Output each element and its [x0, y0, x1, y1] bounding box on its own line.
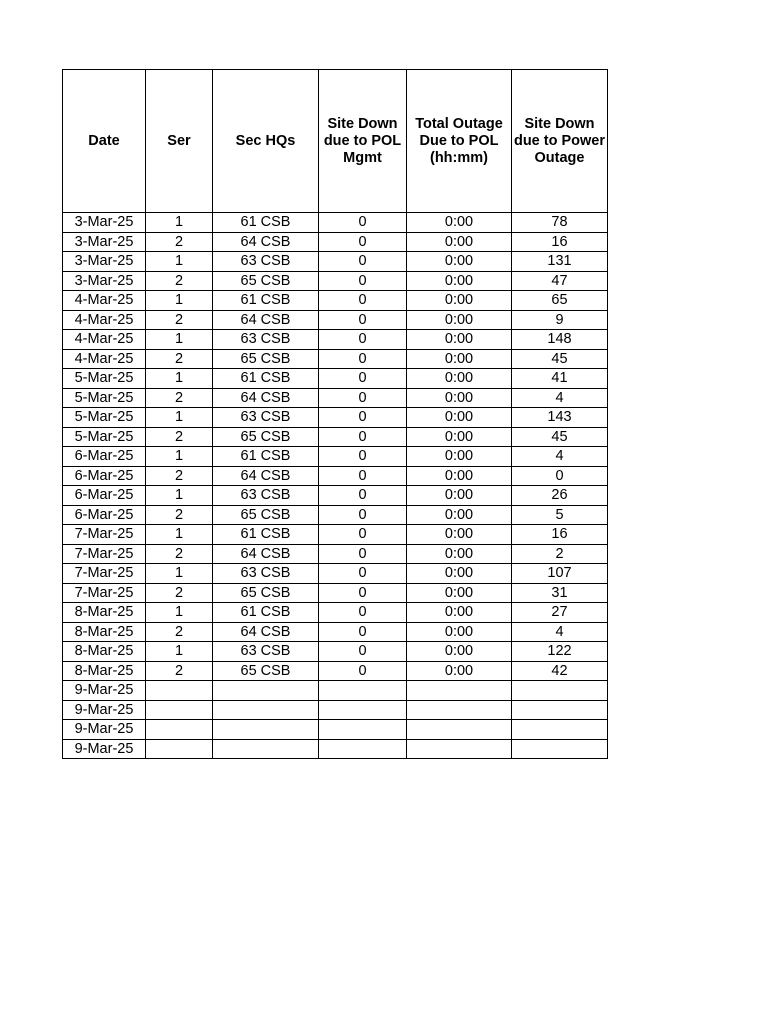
- total-outage-pol-cell: [407, 739, 512, 759]
- header-sec-hqs: Sec HQs: [213, 70, 319, 213]
- sec-hqs-cell: 64 CSB: [213, 232, 319, 252]
- site-down-power-cell: 45: [512, 349, 608, 369]
- site-down-power-cell: 4: [512, 388, 608, 408]
- site-down-pol-cell: 0: [319, 622, 407, 642]
- sec-hqs-cell: 64 CSB: [213, 466, 319, 486]
- ser-cell: 2: [146, 622, 213, 642]
- header-site-down-pol: Site Down due to POL Mgmt: [319, 70, 407, 213]
- total-outage-pol-cell: 0:00: [407, 661, 512, 681]
- date-cell: 6-Mar-25: [63, 447, 146, 467]
- table-body: [63, 213, 608, 759]
- total-outage-pol-cell: 0:00: [407, 271, 512, 291]
- site-down-power-cell: 45: [512, 427, 608, 447]
- site-down-pol-cell: 0: [319, 330, 407, 350]
- total-outage-pol-cell: 0:00: [407, 213, 512, 233]
- ser-cell: 2: [146, 583, 213, 603]
- site-down-pol-cell: 0: [319, 505, 407, 525]
- total-outage-pol-cell: 0:00: [407, 622, 512, 642]
- sec-hqs-cell: 61 CSB: [213, 369, 319, 389]
- date-cell: 8-Mar-25: [63, 603, 146, 623]
- site-down-power-cell: 26: [512, 486, 608, 506]
- total-outage-pol-cell: 0:00: [407, 427, 512, 447]
- date-cell: 9-Mar-25: [63, 681, 146, 701]
- ser-cell: 1: [146, 642, 213, 662]
- date-cell: 3-Mar-25: [63, 213, 146, 233]
- table-row: [63, 369, 608, 389]
- total-outage-pol-cell: [407, 720, 512, 740]
- ser-cell: 1: [146, 369, 213, 389]
- header-row: [63, 70, 608, 213]
- table-row: [63, 466, 608, 486]
- ser-cell: 1: [146, 486, 213, 506]
- site-down-pol-cell: 0: [319, 388, 407, 408]
- sec-hqs-cell: 65 CSB: [213, 583, 319, 603]
- table-row: [63, 544, 608, 564]
- ser-cell: 2: [146, 427, 213, 447]
- table-row: [63, 486, 608, 506]
- date-cell: 9-Mar-25: [63, 720, 146, 740]
- sec-hqs-cell: 61 CSB: [213, 447, 319, 467]
- date-cell: 5-Mar-25: [63, 388, 146, 408]
- total-outage-pol-cell: 0:00: [407, 232, 512, 252]
- date-cell: 4-Mar-25: [63, 330, 146, 350]
- site-down-pol-cell: 0: [319, 271, 407, 291]
- total-outage-pol-cell: 0:00: [407, 252, 512, 272]
- date-cell: 3-Mar-25: [63, 232, 146, 252]
- site-down-pol-cell: 0: [319, 369, 407, 389]
- table-row: [63, 505, 608, 525]
- date-cell: 5-Mar-25: [63, 427, 146, 447]
- site-down-pol-cell: 0: [319, 232, 407, 252]
- ser-cell: 1: [146, 330, 213, 350]
- site-down-pol-cell: 0: [319, 544, 407, 564]
- site-down-pol-cell: 0: [319, 427, 407, 447]
- sec-hqs-cell: 65 CSB: [213, 349, 319, 369]
- sec-hqs-cell: 61 CSB: [213, 213, 319, 233]
- header-total-outage-pol: Total Outage Due to POL (hh:mm): [407, 70, 512, 213]
- table-row: [63, 525, 608, 545]
- site-down-pol-cell: 0: [319, 291, 407, 311]
- table-row: [63, 642, 608, 662]
- site-down-pol-cell: 0: [319, 564, 407, 584]
- date-cell: 6-Mar-25: [63, 466, 146, 486]
- ser-cell: 1: [146, 408, 213, 428]
- total-outage-pol-cell: 0:00: [407, 369, 512, 389]
- site-down-power-cell: 107: [512, 564, 608, 584]
- table-row: [63, 427, 608, 447]
- total-outage-pol-cell: 0:00: [407, 544, 512, 564]
- site-down-power-cell: 27: [512, 603, 608, 623]
- ser-cell: 1: [146, 525, 213, 545]
- table-row: [63, 310, 608, 330]
- site-down-power-cell: 9: [512, 310, 608, 330]
- site-down-power-cell: [512, 681, 608, 701]
- date-cell: 5-Mar-25: [63, 369, 146, 389]
- site-down-power-cell: 0: [512, 466, 608, 486]
- site-down-pol-cell: 0: [319, 466, 407, 486]
- date-cell: 6-Mar-25: [63, 486, 146, 506]
- site-down-pol-cell: 0: [319, 583, 407, 603]
- total-outage-pol-cell: 0:00: [407, 447, 512, 467]
- date-cell: 5-Mar-25: [63, 408, 146, 428]
- site-down-pol-cell: 0: [319, 486, 407, 506]
- site-down-power-cell: [512, 700, 608, 720]
- sec-hqs-cell: 64 CSB: [213, 622, 319, 642]
- sec-hqs-cell: 61 CSB: [213, 603, 319, 623]
- site-down-power-cell: 65: [512, 291, 608, 311]
- date-cell: 4-Mar-25: [63, 349, 146, 369]
- sec-hqs-cell: 61 CSB: [213, 525, 319, 545]
- table-row: [63, 583, 608, 603]
- total-outage-pol-cell: 0:00: [407, 564, 512, 584]
- ser-cell: 1: [146, 447, 213, 467]
- site-down-pol-cell: [319, 700, 407, 720]
- site-down-pol-cell: 0: [319, 349, 407, 369]
- site-down-pol-cell: 0: [319, 310, 407, 330]
- ser-cell: [146, 720, 213, 740]
- total-outage-pol-cell: 0:00: [407, 330, 512, 350]
- date-cell: 9-Mar-25: [63, 700, 146, 720]
- total-outage-pol-cell: 0:00: [407, 388, 512, 408]
- site-down-pol-cell: 0: [319, 252, 407, 272]
- table-row: [63, 564, 608, 584]
- total-outage-pol-cell: 0:00: [407, 603, 512, 623]
- ser-cell: [146, 681, 213, 701]
- total-outage-pol-cell: 0:00: [407, 505, 512, 525]
- site-down-power-cell: 2: [512, 544, 608, 564]
- ser-cell: 2: [146, 271, 213, 291]
- site-down-power-cell: [512, 739, 608, 759]
- date-cell: 6-Mar-25: [63, 505, 146, 525]
- date-cell: 8-Mar-25: [63, 642, 146, 662]
- sec-hqs-cell: 63 CSB: [213, 564, 319, 584]
- sec-hqs-cell: 64 CSB: [213, 388, 319, 408]
- date-cell: 9-Mar-25: [63, 739, 146, 759]
- date-cell: 4-Mar-25: [63, 291, 146, 311]
- table-row: [63, 447, 608, 467]
- site-down-power-cell: 122: [512, 642, 608, 662]
- ser-cell: [146, 739, 213, 759]
- outage-table: [62, 69, 608, 759]
- sec-hqs-cell: 65 CSB: [213, 505, 319, 525]
- site-down-pol-cell: 0: [319, 213, 407, 233]
- header-ser: Ser: [146, 70, 213, 213]
- date-cell: 7-Mar-25: [63, 564, 146, 584]
- site-down-pol-cell: 0: [319, 525, 407, 545]
- sec-hqs-cell: [213, 739, 319, 759]
- table-row: [63, 681, 608, 701]
- ser-cell: 2: [146, 505, 213, 525]
- date-cell: 7-Mar-25: [63, 583, 146, 603]
- ser-cell: [146, 700, 213, 720]
- site-down-power-cell: 47: [512, 271, 608, 291]
- table-row: [63, 330, 608, 350]
- header-site-down-power: Site Down due to Power Outage: [512, 70, 608, 213]
- site-down-power-cell: [512, 720, 608, 740]
- total-outage-pol-cell: 0:00: [407, 408, 512, 428]
- site-down-power-cell: 4: [512, 447, 608, 467]
- table-row: [63, 408, 608, 428]
- site-down-pol-cell: 0: [319, 408, 407, 428]
- total-outage-pol-cell: 0:00: [407, 642, 512, 662]
- date-cell: 4-Mar-25: [63, 310, 146, 330]
- site-down-pol-cell: [319, 739, 407, 759]
- sec-hqs-cell: 61 CSB: [213, 291, 319, 311]
- site-down-power-cell: 143: [512, 408, 608, 428]
- table-row: [63, 349, 608, 369]
- sec-hqs-cell: [213, 681, 319, 701]
- ser-cell: 2: [146, 310, 213, 330]
- total-outage-pol-cell: 0:00: [407, 310, 512, 330]
- ser-cell: 2: [146, 232, 213, 252]
- table-row: [63, 720, 608, 740]
- date-cell: 3-Mar-25: [63, 252, 146, 272]
- date-cell: 8-Mar-25: [63, 622, 146, 642]
- ser-cell: 2: [146, 349, 213, 369]
- date-cell: 7-Mar-25: [63, 544, 146, 564]
- site-down-pol-cell: 0: [319, 661, 407, 681]
- site-down-power-cell: 4: [512, 622, 608, 642]
- table-header: [63, 70, 608, 213]
- table-row: [63, 739, 608, 759]
- sec-hqs-cell: 64 CSB: [213, 310, 319, 330]
- ser-cell: 1: [146, 603, 213, 623]
- site-down-power-cell: 41: [512, 369, 608, 389]
- table-row: [63, 661, 608, 681]
- date-cell: 8-Mar-25: [63, 661, 146, 681]
- table-row: [63, 252, 608, 272]
- sec-hqs-cell: 64 CSB: [213, 544, 319, 564]
- site-down-power-cell: 42: [512, 661, 608, 681]
- ser-cell: 2: [146, 661, 213, 681]
- table-row: [63, 388, 608, 408]
- total-outage-pol-cell: 0:00: [407, 486, 512, 506]
- ser-cell: 2: [146, 466, 213, 486]
- date-cell: 3-Mar-25: [63, 271, 146, 291]
- sec-hqs-cell: [213, 700, 319, 720]
- sec-hqs-cell: 63 CSB: [213, 408, 319, 428]
- site-down-power-cell: 148: [512, 330, 608, 350]
- ser-cell: 1: [146, 213, 213, 233]
- site-down-power-cell: 16: [512, 232, 608, 252]
- total-outage-pol-cell: [407, 700, 512, 720]
- site-down-power-cell: 5: [512, 505, 608, 525]
- total-outage-pol-cell: [407, 681, 512, 701]
- sec-hqs-cell: 63 CSB: [213, 486, 319, 506]
- total-outage-pol-cell: 0:00: [407, 349, 512, 369]
- site-down-pol-cell: 0: [319, 603, 407, 623]
- date-cell: 7-Mar-25: [63, 525, 146, 545]
- table-row: [63, 622, 608, 642]
- sec-hqs-cell: 63 CSB: [213, 252, 319, 272]
- site-down-pol-cell: 0: [319, 642, 407, 662]
- ser-cell: 1: [146, 564, 213, 584]
- sec-hqs-cell: 63 CSB: [213, 642, 319, 662]
- site-down-pol-cell: 0: [319, 447, 407, 467]
- table-row: [63, 603, 608, 623]
- table-row: [63, 700, 608, 720]
- total-outage-pol-cell: 0:00: [407, 466, 512, 486]
- header-date: Date: [63, 70, 146, 213]
- site-down-power-cell: 16: [512, 525, 608, 545]
- table-row: [63, 213, 608, 233]
- table-row: [63, 232, 608, 252]
- sec-hqs-cell: [213, 720, 319, 740]
- sec-hqs-cell: 65 CSB: [213, 427, 319, 447]
- total-outage-pol-cell: 0:00: [407, 583, 512, 603]
- table-row: [63, 271, 608, 291]
- sec-hqs-cell: 65 CSB: [213, 661, 319, 681]
- ser-cell: 2: [146, 388, 213, 408]
- total-outage-pol-cell: 0:00: [407, 525, 512, 545]
- site-down-power-cell: 131: [512, 252, 608, 272]
- site-down-power-cell: 31: [512, 583, 608, 603]
- site-down-pol-cell: [319, 720, 407, 740]
- ser-cell: 2: [146, 544, 213, 564]
- ser-cell: 1: [146, 252, 213, 272]
- total-outage-pol-cell: 0:00: [407, 291, 512, 311]
- sec-hqs-cell: 63 CSB: [213, 330, 319, 350]
- site-down-pol-cell: [319, 681, 407, 701]
- site-down-power-cell: 78: [512, 213, 608, 233]
- ser-cell: 1: [146, 291, 213, 311]
- table-row: [63, 291, 608, 311]
- sec-hqs-cell: 65 CSB: [213, 271, 319, 291]
